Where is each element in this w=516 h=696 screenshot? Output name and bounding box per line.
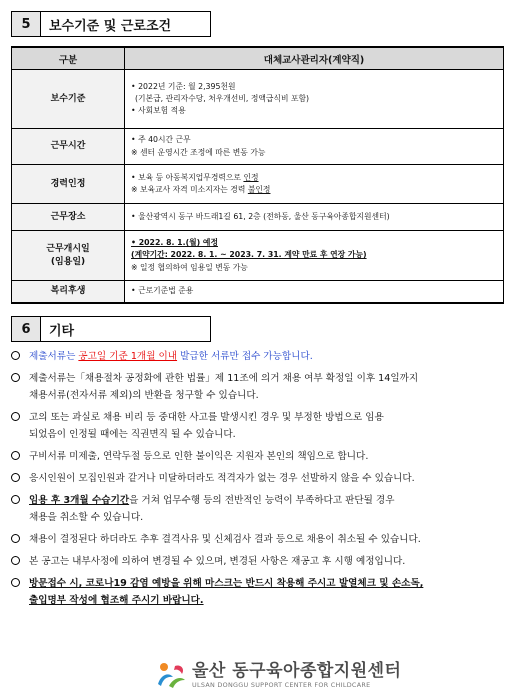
footer-logo: [155, 660, 401, 690]
note-text: 제출서류는: [29, 351, 79, 362]
circle-bullet-icon: [11, 351, 20, 360]
note-text: 응시인원이 모집인원과 같거나 미달하더라도 적격자가 없는 경우 선발하지 않을 수 있습니다.: [29, 473, 415, 484]
table-row-career: [12, 165, 504, 204]
circle-bullet-icon: [11, 451, 20, 460]
row-text: • 사회보험 적용: [131, 106, 186, 116]
note-item: [11, 492, 505, 526]
row-label: 경력인정: [12, 165, 125, 204]
column-header-position: 대체교사관리자(계약직): [125, 47, 504, 70]
row-text-underlined: 불인정: [247, 185, 271, 194]
note-item: [11, 553, 505, 570]
circle-bullet-icon: [11, 578, 20, 587]
note-item: [11, 409, 505, 443]
center-logo-icon: [155, 660, 187, 690]
column-header-category: 구분: [12, 47, 125, 70]
note-item: [11, 531, 505, 548]
note-text-emphasis: 출입명부 작성에 협조해 주시기 바랍니다.: [29, 595, 204, 606]
note-text: 고의 또는 과실로 채용 비리 등 중대한 사고를 발생시킨 경우 및 부정한 방법으로 임용: [29, 412, 384, 423]
section-title: 보수기준 및 근로조건: [41, 11, 211, 37]
note-item: [11, 470, 505, 487]
row-label: 근무시간: [12, 129, 125, 165]
note-text: 채용을 취소할 수 있습니다.: [29, 512, 144, 523]
org-name: 울산 동구육아종합지원센터: [192, 660, 402, 681]
row-text: [131, 172, 497, 184]
row-text: • 2022년 기준: 월 2,395천원: [131, 81, 236, 91]
note-text: 채용서류(전자서류 제외)의 반환을 청구할 수 있습니다.: [29, 390, 259, 401]
row-label: 보수기준: [12, 70, 125, 129]
row-text: • 주 40시간 근무: [131, 135, 191, 145]
section-number: 5: [11, 11, 41, 37]
row-label-line: (임용일): [50, 256, 86, 267]
section-number: 6: [11, 316, 41, 342]
row-label: 근무장소: [12, 204, 125, 231]
note-text: 채용이 결정된다 하더라도 추후 결격사유 및 신체검사 결과 등으로 채용이 취소될 수 있습니다.: [29, 534, 421, 545]
table-row-benefits: [12, 281, 504, 303]
note-text: 을 거쳐 업무수행 등의 전반적인 능력이 부족하다고 판단될 경우: [129, 495, 395, 506]
row-text: ※ 일정 협의하여 임용일 변동 가능: [131, 262, 248, 272]
table-row-salary: [12, 70, 504, 129]
row-text: • 울산광역시 동구 바드래1길 61, 2층 (전하동, 울산 동구육아종합지원센터): [131, 211, 390, 221]
note-item: [11, 448, 505, 465]
row-text-part: • 보육 등 아동복지업무경력으로: [131, 172, 244, 182]
row-content: [125, 281, 504, 303]
circle-bullet-icon: [11, 534, 20, 543]
note-item: [11, 348, 505, 365]
row-label: [12, 231, 125, 281]
note-item: [11, 575, 505, 609]
row-text-part: ※ 보육교사 자격 미소지자는 경력: [131, 185, 248, 194]
row-content: [125, 70, 504, 129]
note-text: 제출서류는「채용절차 공정화에 관한 법률」제 11조에 의거 채용 여부 확정일 이후 14일까지: [29, 373, 419, 384]
section-6-header: [11, 316, 211, 342]
circle-bullet-icon: [11, 495, 20, 504]
note-text: 되었음이 인정될 때에는 직권면직 될 수 있습니다.: [29, 429, 236, 440]
row-content: [125, 231, 504, 281]
row-content: [125, 129, 504, 165]
row-text: (계약기간: 2022. 8. 1. ~ 2023. 7. 31. 계약 만료 후 연장 가능): [131, 250, 367, 260]
notes-list: [11, 348, 505, 614]
note-text-emphasis: 임용 후 3개월 수습기간: [29, 495, 130, 506]
org-name-english: ULSAN DONGGU SUPPORT CENTER FOR CHILDCARE: [192, 680, 371, 689]
row-text: (기본급, 관리자수당, 처우개선비, 정액급식비 포함): [135, 93, 310, 103]
row-content: [125, 165, 504, 204]
table-row-work-hours: [12, 129, 504, 165]
table-row-start-date: [12, 231, 504, 281]
section-title: 기타: [41, 316, 211, 342]
table-row-workplace: [12, 204, 504, 231]
circle-bullet-icon: [11, 473, 20, 482]
row-label: 복리후생: [12, 281, 125, 303]
note-text: 발급한 서류만 접수 가능합니다.: [177, 351, 313, 362]
row-text: • 2022. 8. 1.(월) 예정: [131, 238, 218, 248]
note-text: 구비서류 미제출, 연락두절 등으로 인한 불이익은 지원자 본인의 책임으로 합니다.: [29, 451, 369, 462]
note-text-emphasis: 방문접수 시, 코로나19 감염 예방을 위해 마스크는 반드시 착용해 주시고 발열체크 및 손소독,: [29, 578, 424, 589]
circle-bullet-icon: [11, 412, 20, 421]
row-label-line: 근무개시일: [46, 244, 90, 255]
table-header-row: [12, 47, 504, 70]
note-text: 본 공고는 내부사정에 의하여 변경될 수 있으며, 변경된 사항은 재공고 후 시행 예정입니다.: [29, 556, 406, 567]
circle-bullet-icon: [11, 556, 20, 565]
circle-bullet-icon: [11, 373, 20, 382]
row-text: ※ 센터 운영시간 조정에 따른 변동 가능: [131, 147, 266, 157]
conditions-table: [11, 46, 504, 304]
note-item: [11, 370, 505, 404]
row-content: [125, 204, 504, 231]
note-text-highlight: 공고일 기준 1개월 이내: [78, 351, 178, 362]
row-text: • 근로기준법 준용: [131, 286, 194, 296]
row-text: [131, 184, 497, 196]
note-text-line: [29, 492, 505, 509]
footer-org-text: [192, 662, 401, 689]
row-text-underlined: 인정: [243, 172, 259, 182]
section-5-header: [11, 11, 211, 37]
